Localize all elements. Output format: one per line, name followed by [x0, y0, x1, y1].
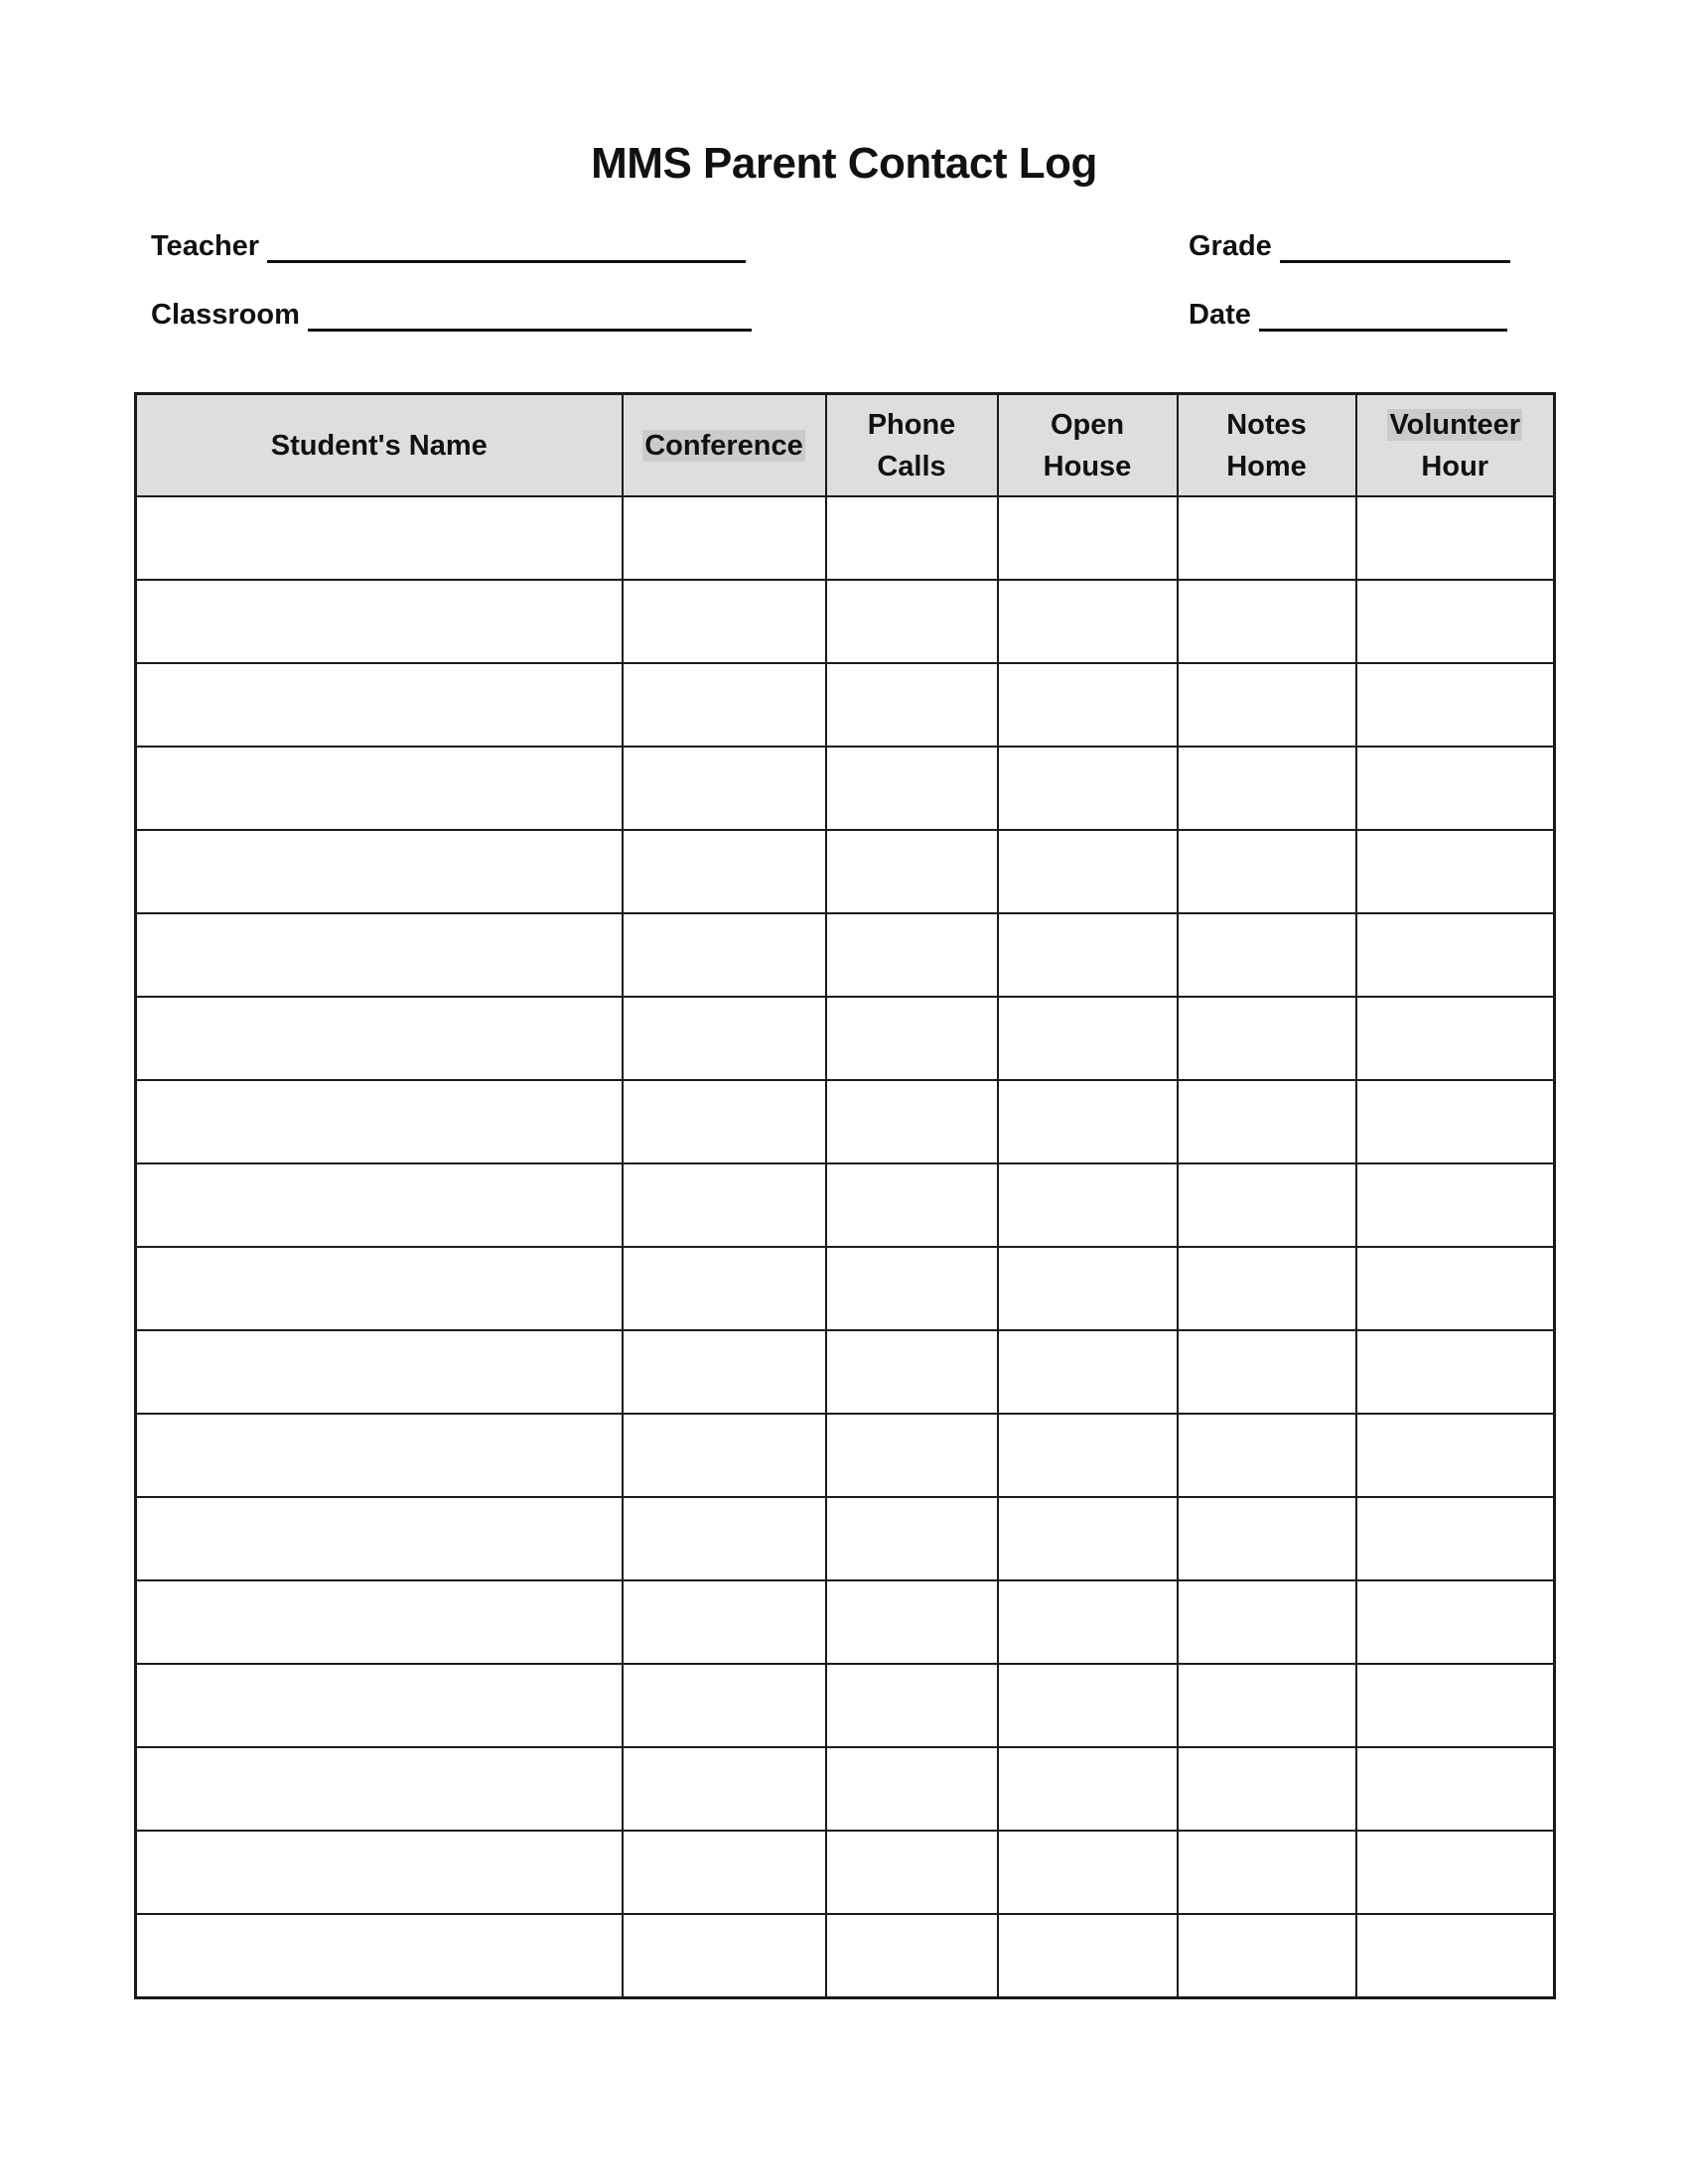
table-row: [136, 1330, 1555, 1414]
conference-cell[interactable]: [623, 997, 826, 1080]
notes-home-cell[interactable]: [1178, 1914, 1356, 1998]
open-house-cell[interactable]: [998, 663, 1178, 747]
phone-calls-cell[interactable]: [826, 1747, 998, 1831]
student-name-cell[interactable]: [136, 1831, 623, 1914]
student-name-cell[interactable]: [136, 1914, 623, 1998]
classroom-input-line[interactable]: [308, 303, 752, 332]
open-house-cell[interactable]: [998, 1163, 1178, 1247]
volunteer-hour-cell[interactable]: [1356, 1247, 1555, 1330]
student-name-cell[interactable]: [136, 830, 623, 913]
conference-cell[interactable]: [623, 663, 826, 747]
volunteer-hour-cell[interactable]: [1356, 913, 1555, 997]
notes-home-cell[interactable]: [1178, 997, 1356, 1080]
open-house-cell[interactable]: [998, 1914, 1178, 1998]
table-row: [136, 913, 1555, 997]
student-name-cell[interactable]: [136, 1747, 623, 1831]
notes-home-cell[interactable]: [1178, 1831, 1356, 1914]
open-house-cell[interactable]: [998, 830, 1178, 913]
notes-home-cell[interactable]: [1178, 496, 1356, 580]
volunteer-hour-cell[interactable]: [1356, 1497, 1555, 1580]
conference-cell[interactable]: [623, 1414, 826, 1497]
notes-home-cell[interactable]: [1178, 1664, 1356, 1747]
conference-cell[interactable]: [623, 1831, 826, 1914]
column-header-conference: Conference: [623, 394, 826, 497]
volunteer-hour-cell[interactable]: [1356, 580, 1555, 663]
phone-calls-cell[interactable]: [826, 1497, 998, 1580]
volunteer-hour-cell[interactable]: [1356, 1080, 1555, 1163]
volunteer-hour-cell[interactable]: [1356, 663, 1555, 747]
conference-cell[interactable]: [623, 1247, 826, 1330]
teacher-label: Teacher: [151, 230, 260, 262]
notes-home-cell[interactable]: [1178, 1497, 1356, 1580]
table-row: [136, 1747, 1555, 1831]
column-header-phone-calls: Phone Calls: [826, 394, 998, 497]
column-header-notes-home: Notes Home: [1178, 394, 1356, 497]
open-house-cell[interactable]: [998, 1497, 1178, 1580]
teacher-input-line[interactable]: [267, 234, 746, 263]
open-house-cell[interactable]: [998, 1831, 1178, 1914]
conference-cell[interactable]: [623, 1163, 826, 1247]
notes-home-cell[interactable]: [1178, 830, 1356, 913]
open-house-cell[interactable]: [998, 1747, 1178, 1831]
notes-home-cell[interactable]: [1178, 1747, 1356, 1831]
open-house-cell[interactable]: [998, 913, 1178, 997]
table-row: [136, 1080, 1555, 1163]
volunteer-hour-cell[interactable]: [1356, 747, 1555, 830]
phone-calls-cell[interactable]: [826, 1664, 998, 1747]
column-header-volunteer-hour: Volunteer Hour: [1356, 394, 1555, 497]
student-name-cell[interactable]: [136, 1247, 623, 1330]
contact-log-table: [134, 392, 1556, 1999]
table-row: [136, 1580, 1555, 1664]
notes-home-cell[interactable]: [1178, 1414, 1356, 1497]
phone-calls-cell[interactable]: [826, 1414, 998, 1497]
phone-calls-cell[interactable]: [826, 580, 998, 663]
open-house-cell[interactable]: [998, 747, 1178, 830]
notes-home-cell[interactable]: [1178, 913, 1356, 997]
notes-home-cell[interactable]: [1178, 1330, 1356, 1414]
phone-calls-cell[interactable]: [826, 1080, 998, 1163]
notes-home-cell[interactable]: [1178, 1080, 1356, 1163]
volunteer-hour-cell[interactable]: [1356, 830, 1555, 913]
table-row: [136, 1914, 1555, 1998]
table-row: [136, 1247, 1555, 1330]
volunteer-hour-cell[interactable]: [1356, 1664, 1555, 1747]
open-house-cell[interactable]: [998, 1247, 1178, 1330]
notes-home-cell[interactable]: [1178, 1580, 1356, 1664]
phone-calls-cell[interactable]: [826, 1163, 998, 1247]
phone-calls-cell[interactable]: [826, 830, 998, 913]
phone-calls-cell[interactable]: [826, 1580, 998, 1664]
student-name-cell[interactable]: [136, 1580, 623, 1664]
page-title: MMS Parent Contact Log: [591, 139, 1097, 188]
phone-calls-cell[interactable]: [826, 1914, 998, 1998]
open-house-cell[interactable]: [998, 997, 1178, 1080]
student-name-cell[interactable]: [136, 747, 623, 830]
phone-calls-cell[interactable]: [826, 997, 998, 1080]
notes-home-cell[interactable]: [1178, 1163, 1356, 1247]
table-row: [136, 1831, 1555, 1914]
phone-calls-cell[interactable]: [826, 913, 998, 997]
volunteer-hour-cell[interactable]: [1356, 1914, 1555, 1998]
conference-cell[interactable]: [623, 1497, 826, 1580]
open-house-cell[interactable]: [998, 1664, 1178, 1747]
classroom-label: Classroom: [151, 299, 300, 331]
volunteer-hour-cell[interactable]: [1356, 1414, 1555, 1497]
notes-home-cell[interactable]: [1178, 747, 1356, 830]
student-name-cell[interactable]: [136, 1163, 623, 1247]
date-input-line[interactable]: [1259, 303, 1507, 332]
grade-label: Grade: [1189, 230, 1272, 262]
conference-cell[interactable]: [623, 1080, 826, 1163]
conference-cell[interactable]: [623, 1747, 826, 1831]
table-row: [136, 997, 1555, 1080]
table-row: [136, 1414, 1555, 1497]
open-house-cell[interactable]: [998, 496, 1178, 580]
student-name-cell[interactable]: [136, 997, 623, 1080]
student-name-cell[interactable]: [136, 1330, 623, 1414]
conference-cell[interactable]: [623, 1664, 826, 1747]
table-row: [136, 496, 1555, 580]
phone-calls-cell[interactable]: [826, 747, 998, 830]
notes-home-cell[interactable]: [1178, 1247, 1356, 1330]
open-house-cell[interactable]: [998, 1580, 1178, 1664]
column-header-open-house: Open House: [998, 394, 1178, 497]
notes-home-cell[interactable]: [1178, 580, 1356, 663]
volunteer-hour-cell[interactable]: [1356, 1330, 1555, 1414]
classroom-field[interactable]: [151, 299, 752, 332]
conference-cell[interactable]: [623, 747, 826, 830]
column-header-students-name: Student's Name: [136, 394, 623, 497]
volunteer-hour-cell[interactable]: [1356, 496, 1555, 580]
conference-cell[interactable]: [623, 580, 826, 663]
phone-calls-cell[interactable]: [826, 1247, 998, 1330]
conference-cell[interactable]: [623, 913, 826, 997]
phone-calls-cell[interactable]: [826, 1330, 998, 1414]
student-name-cell[interactable]: [136, 580, 623, 663]
open-house-cell[interactable]: [998, 580, 1178, 663]
notes-home-cell[interactable]: [1178, 663, 1356, 747]
student-name-cell[interactable]: [136, 1080, 623, 1163]
table-row: [136, 663, 1555, 747]
student-name-cell[interactable]: [136, 496, 623, 580]
student-name-cell[interactable]: [136, 1664, 623, 1747]
open-house-cell[interactable]: [998, 1330, 1178, 1414]
volunteer-hour-cell[interactable]: [1356, 1163, 1555, 1247]
table-row: [136, 1664, 1555, 1747]
phone-calls-cell[interactable]: [826, 496, 998, 580]
table-row: [136, 747, 1555, 830]
volunteer-hour-cell[interactable]: [1356, 1747, 1555, 1831]
student-name-cell[interactable]: [136, 913, 623, 997]
open-house-cell[interactable]: [998, 1080, 1178, 1163]
conference-cell[interactable]: [623, 1580, 826, 1664]
phone-calls-cell[interactable]: [826, 1831, 998, 1914]
teacher-field[interactable]: [151, 230, 746, 263]
conference-cell[interactable]: [623, 1330, 826, 1414]
table-header-row: [136, 394, 1555, 497]
student-name-cell[interactable]: [136, 1414, 623, 1497]
grade-input-line[interactable]: [1280, 234, 1510, 263]
table-row: [136, 830, 1555, 913]
open-house-cell[interactable]: [998, 1414, 1178, 1497]
table-row: [136, 580, 1555, 663]
conference-cell[interactable]: [623, 1914, 826, 1998]
grade-field[interactable]: [1189, 230, 1510, 263]
conference-cell[interactable]: [623, 496, 826, 580]
volunteer-hour-cell[interactable]: [1356, 1580, 1555, 1664]
volunteer-hour-cell[interactable]: [1356, 997, 1555, 1080]
volunteer-hour-cell[interactable]: [1356, 1831, 1555, 1914]
date-field[interactable]: [1189, 299, 1507, 332]
table-row: [136, 1497, 1555, 1580]
conference-cell[interactable]: [623, 830, 826, 913]
student-name-cell[interactable]: [136, 1497, 623, 1580]
student-name-cell[interactable]: [136, 663, 623, 747]
table-row: [136, 1163, 1555, 1247]
phone-calls-cell[interactable]: [826, 663, 998, 747]
date-label: Date: [1189, 299, 1251, 331]
